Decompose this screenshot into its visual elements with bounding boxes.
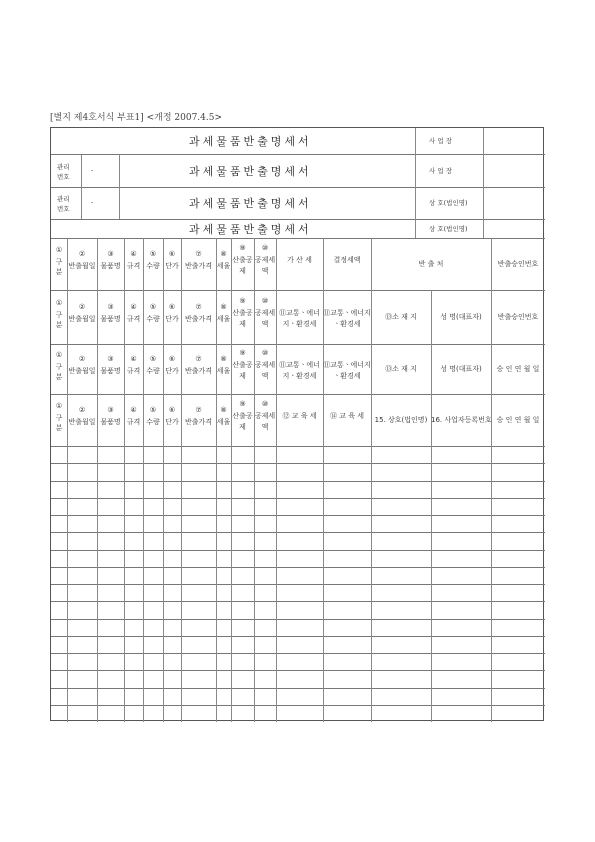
row-divider xyxy=(51,532,545,533)
row-divider xyxy=(51,688,545,689)
column-divider xyxy=(67,446,68,722)
column-number: ⑩ xyxy=(261,244,269,252)
column-divider xyxy=(276,290,277,344)
column-number: ② xyxy=(78,355,86,363)
column-label: ⑫ 교 육 세 xyxy=(282,412,317,420)
column-label: 세율 xyxy=(216,315,231,323)
row-divider xyxy=(51,154,119,155)
column-label: 반출가격 xyxy=(184,262,213,270)
column-label: ㆍ환경세 xyxy=(333,320,361,328)
column-divider xyxy=(163,446,164,722)
column-number: ⑩ xyxy=(261,400,269,408)
row-kind-number: ① xyxy=(55,299,63,307)
column-label: 반출월일 xyxy=(68,418,96,426)
column-label: 액 xyxy=(261,320,269,328)
column-divider xyxy=(415,187,416,219)
column-label: 수량 xyxy=(146,418,160,426)
column-label: 단가 xyxy=(165,367,179,375)
column-label: 액 xyxy=(261,267,269,275)
row-divider xyxy=(51,394,545,395)
column-number: ③ xyxy=(107,406,114,414)
column-label: 공제세 xyxy=(254,256,276,264)
row-kind-label: 분 xyxy=(55,424,63,432)
row-divider xyxy=(51,670,545,671)
column-label: 지ㆍ환경세 xyxy=(282,372,317,380)
column-divider xyxy=(231,446,232,722)
column-label: 반출가격 xyxy=(184,315,213,323)
column-number: ⑧ xyxy=(220,250,227,258)
column-label: 반출승인번호 xyxy=(497,260,539,268)
management-number-label: 관리 xyxy=(57,162,70,171)
column-number: ④ xyxy=(130,406,137,414)
column-label: 결정세액 xyxy=(333,256,361,264)
column-divider xyxy=(483,128,484,154)
column-divider xyxy=(323,394,324,446)
column-number: ⑨ xyxy=(239,400,246,408)
form-title: 과세물품반출명세서 xyxy=(189,135,312,148)
column-label: 액 xyxy=(261,423,269,431)
statement-table xyxy=(50,127,544,721)
column-number: ③ xyxy=(107,250,114,258)
column-divider xyxy=(216,446,217,722)
column-number: ② xyxy=(78,303,86,311)
row-divider xyxy=(51,187,545,188)
column-number: ⑤ xyxy=(149,250,157,258)
row-kind-label: 구 xyxy=(55,414,63,422)
column-label: 규격 xyxy=(126,315,141,323)
row-divider xyxy=(51,601,545,602)
column-number: ④ xyxy=(130,250,137,258)
column-divider xyxy=(323,290,324,344)
column-label: 반출가격 xyxy=(184,418,213,426)
column-label: 가 산 세 xyxy=(287,256,312,264)
row-divider xyxy=(51,705,545,706)
column-number: ⑦ xyxy=(195,303,202,311)
column-divider xyxy=(483,219,484,238)
row-divider xyxy=(51,515,545,516)
column-divider xyxy=(415,128,416,154)
column-number: ⑨ xyxy=(239,297,246,305)
column-divider xyxy=(323,344,324,394)
column-number: ⑤ xyxy=(149,355,157,363)
column-number: ⑦ xyxy=(195,250,202,258)
column-label: ⑬소 재 지 xyxy=(385,313,417,321)
row-kind-label: 구 xyxy=(55,363,63,371)
column-divider xyxy=(143,446,144,722)
column-label: 규격 xyxy=(126,418,141,426)
column-label: 세율 xyxy=(216,262,231,270)
column-divider xyxy=(276,238,277,290)
row-kind-number: ① xyxy=(55,402,63,410)
management-number-label: 번호 xyxy=(57,205,70,213)
column-label: 세율 xyxy=(216,367,231,375)
column-label: 승 인 연 월 일 xyxy=(496,365,540,373)
column-label: ⑪교통ㆍ에너 xyxy=(279,361,320,369)
column-divider xyxy=(124,446,125,722)
column-label: 제 xyxy=(239,423,246,431)
column-label: 공제세 xyxy=(254,309,276,317)
column-label: 규격 xyxy=(126,262,141,270)
row-divider xyxy=(51,344,545,345)
header-right-label: 상 호(법인명) xyxy=(429,199,468,207)
column-divider xyxy=(119,154,120,219)
column-number: ③ xyxy=(107,355,114,363)
row-divider xyxy=(51,567,545,568)
column-number: ⑤ xyxy=(149,406,157,414)
column-number: ⑧ xyxy=(220,303,227,311)
row-kind-label: 구 xyxy=(55,311,63,319)
column-divider xyxy=(276,446,277,722)
column-label: 15. 상호(법인명) xyxy=(374,416,428,424)
column-label: 물품명 xyxy=(100,418,121,426)
column-label: 성 명(대표자) xyxy=(440,313,482,321)
header-right-label: 사 업 장 xyxy=(429,166,452,175)
column-label: 액 xyxy=(261,372,269,380)
column-number: ③ xyxy=(107,303,114,311)
row-divider xyxy=(119,154,545,155)
row-divider xyxy=(51,498,545,499)
column-number: ⑧ xyxy=(220,406,227,414)
row-kind-label: 구 xyxy=(55,258,63,266)
column-label: 성 명(대표자) xyxy=(440,365,482,373)
column-divider xyxy=(415,154,416,187)
row-divider xyxy=(51,481,545,482)
row-divider xyxy=(51,653,545,654)
row-kind-label: 분 xyxy=(55,321,63,329)
column-divider xyxy=(371,446,372,722)
column-label: 산출공 xyxy=(232,256,253,264)
column-label: 반출승인번호 xyxy=(497,313,539,321)
column-label: 반출월일 xyxy=(68,367,96,375)
column-label: 반출월일 xyxy=(68,262,96,270)
column-divider xyxy=(323,446,324,722)
form-title: 과세물품반출명세서 xyxy=(189,164,312,178)
column-divider xyxy=(254,446,255,722)
form-title: 과세물품반출명세서 xyxy=(189,222,312,236)
row-divider xyxy=(51,463,545,464)
form-caption: [별지 제4호서식 부표1] <개정 2007.4.5> xyxy=(50,113,223,123)
column-number: ⑩ xyxy=(261,349,269,357)
management-number-label: 번호 xyxy=(57,172,70,181)
column-number: ⑥ xyxy=(168,355,176,363)
management-number-label: 관리 xyxy=(57,195,70,203)
column-label: 규격 xyxy=(126,367,141,375)
column-label: 반출가격 xyxy=(184,367,213,375)
header-right-label: 사 업 장 xyxy=(429,137,452,145)
column-label: 16. 사업자등록번호 xyxy=(431,416,492,424)
column-divider xyxy=(181,446,182,722)
column-label: 물품명 xyxy=(100,315,121,323)
row-divider xyxy=(51,636,545,637)
column-number: ⑥ xyxy=(168,303,176,311)
column-number: ② xyxy=(78,250,86,258)
column-label: 물품명 xyxy=(100,367,121,375)
management-number-value: - xyxy=(91,165,94,174)
column-number: ② xyxy=(78,406,86,414)
column-divider xyxy=(483,187,484,219)
column-label: 제 xyxy=(239,320,246,328)
column-label: ⑪교통ㆍ에너 xyxy=(279,309,320,317)
form-title: 과세물품반출명세서 xyxy=(189,197,312,210)
column-label: ⑬소 재 지 xyxy=(385,365,417,373)
row-divider xyxy=(51,550,545,551)
column-label: 단가 xyxy=(165,262,179,270)
column-number: ⑧ xyxy=(220,355,227,363)
column-label: 산출공 xyxy=(232,412,253,420)
column-label: ⑭ 교 육 세 xyxy=(330,412,364,420)
column-divider xyxy=(81,154,82,219)
column-number: ⑩ xyxy=(261,297,269,305)
column-divider xyxy=(97,446,98,722)
column-divider xyxy=(323,238,324,290)
column-label: 승 인 연 월 일 xyxy=(496,416,540,424)
column-label: ⑪교통ㆍ에너지 xyxy=(323,361,371,369)
column-number: ⑨ xyxy=(239,244,246,252)
column-label: 산출공 xyxy=(232,309,253,317)
row-divider xyxy=(51,446,545,447)
management-number-value: - xyxy=(91,198,94,206)
column-divider xyxy=(276,394,277,446)
row-kind-number: ① xyxy=(55,246,63,254)
column-label: 수량 xyxy=(146,315,160,323)
column-label: 지ㆍ환경세 xyxy=(282,320,317,328)
column-label: 제 xyxy=(239,372,246,380)
column-label: 수량 xyxy=(146,367,160,375)
column-number: ⑨ xyxy=(239,349,246,357)
column-label: 제 xyxy=(239,267,246,275)
column-label: 단가 xyxy=(165,418,179,426)
row-divider xyxy=(51,584,545,585)
column-label: 반 출 처 xyxy=(418,260,444,268)
column-number: ⑥ xyxy=(168,406,176,414)
column-label: 수량 xyxy=(146,262,160,270)
column-divider xyxy=(276,344,277,394)
column-number: ⑦ xyxy=(195,406,202,414)
row-divider xyxy=(51,619,545,620)
column-label: 세율 xyxy=(216,418,231,426)
row-divider xyxy=(51,290,545,291)
column-number: ⑥ xyxy=(168,250,176,258)
column-divider xyxy=(491,446,492,722)
column-label: 공제세 xyxy=(254,361,276,369)
column-label: ⑪교통ㆍ에너지 xyxy=(323,309,371,317)
row-kind-label: 분 xyxy=(55,373,63,381)
column-label: 산출공 xyxy=(232,361,253,369)
column-divider xyxy=(415,219,416,238)
column-number: ④ xyxy=(130,355,137,363)
row-kind-number: ① xyxy=(55,351,63,359)
column-number: ⑤ xyxy=(149,303,157,311)
column-divider xyxy=(431,446,432,722)
column-number: ⑦ xyxy=(195,355,202,363)
column-label: 단가 xyxy=(165,315,179,323)
column-number: ④ xyxy=(130,303,137,311)
column-label: 물품명 xyxy=(100,262,121,270)
row-divider xyxy=(51,238,545,239)
column-label: 반출월일 xyxy=(68,315,96,323)
column-label: ㆍ환경세 xyxy=(333,372,361,380)
header-right-label: 상 호(법인명) xyxy=(429,224,468,233)
column-divider xyxy=(483,154,484,187)
column-label: 공제세 xyxy=(254,412,276,420)
row-kind-label: 분 xyxy=(55,268,63,276)
